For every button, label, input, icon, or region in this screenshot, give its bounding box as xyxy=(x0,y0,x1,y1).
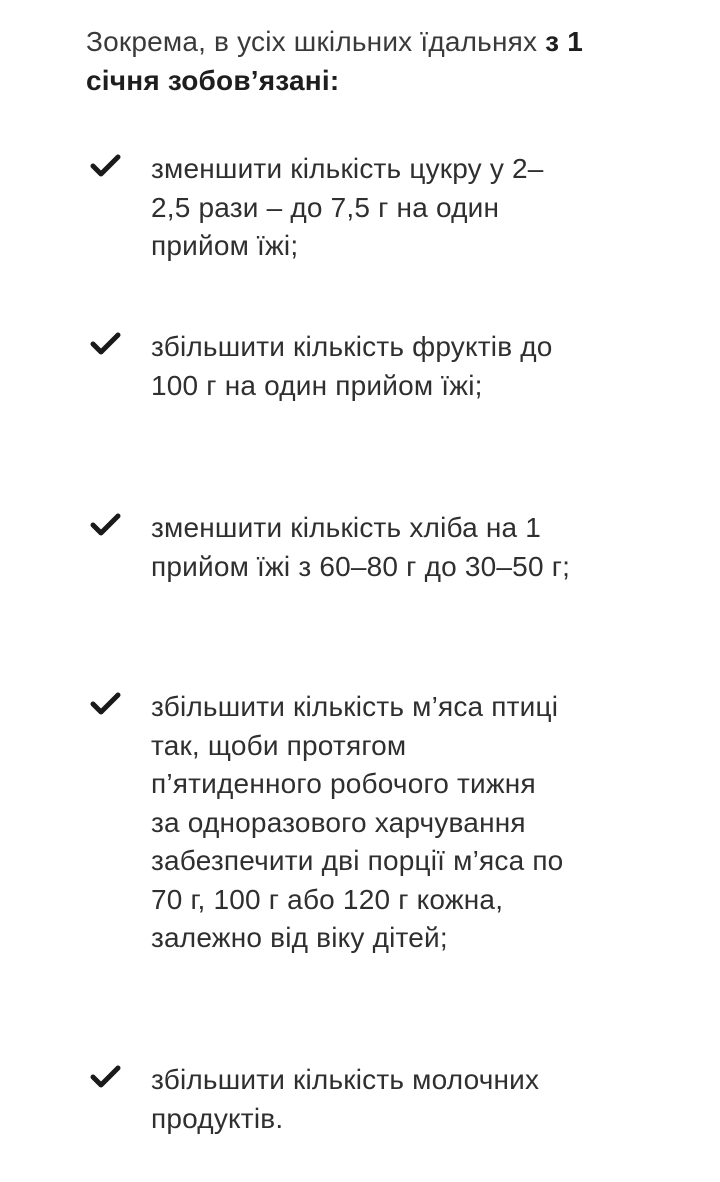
intro-lead-text: Зокрема, в усіх шкільних їдальнях xyxy=(86,26,546,57)
list-item-text: зменшити кількість цукру у 2–2,5 рази – до 7,5 г на один прийом їжі; xyxy=(151,153,544,261)
checkmark-icon xyxy=(90,692,122,718)
checkmark-icon xyxy=(90,332,122,358)
list-item-text: зменшити кількість хліба на 1 прийом їжі з 60–80 г до 30–50 г; xyxy=(151,512,571,582)
intro-emphasis-text: з 1 січня зобов’язані: xyxy=(86,26,584,96)
checkmark-icon xyxy=(90,154,122,180)
list-item-text: збільшити кількість м’яса птиці так, щоби протягом п’ятиденного робочого тижня за одноразового харчування забезпечити дві порції м’яса по 70 г, 100 г або 120 г кожна, залежно від віку дітей; xyxy=(151,691,564,953)
list-item-text: збільшити кількість фруктів до 100 г на один прийом їжі; xyxy=(151,331,553,401)
intro-paragraph xyxy=(86,22,646,100)
checkmark-icon xyxy=(90,1065,122,1091)
checkmark-icon xyxy=(90,513,122,539)
list-item-text: збільшити кількість молочних продуктів. xyxy=(151,1064,540,1134)
